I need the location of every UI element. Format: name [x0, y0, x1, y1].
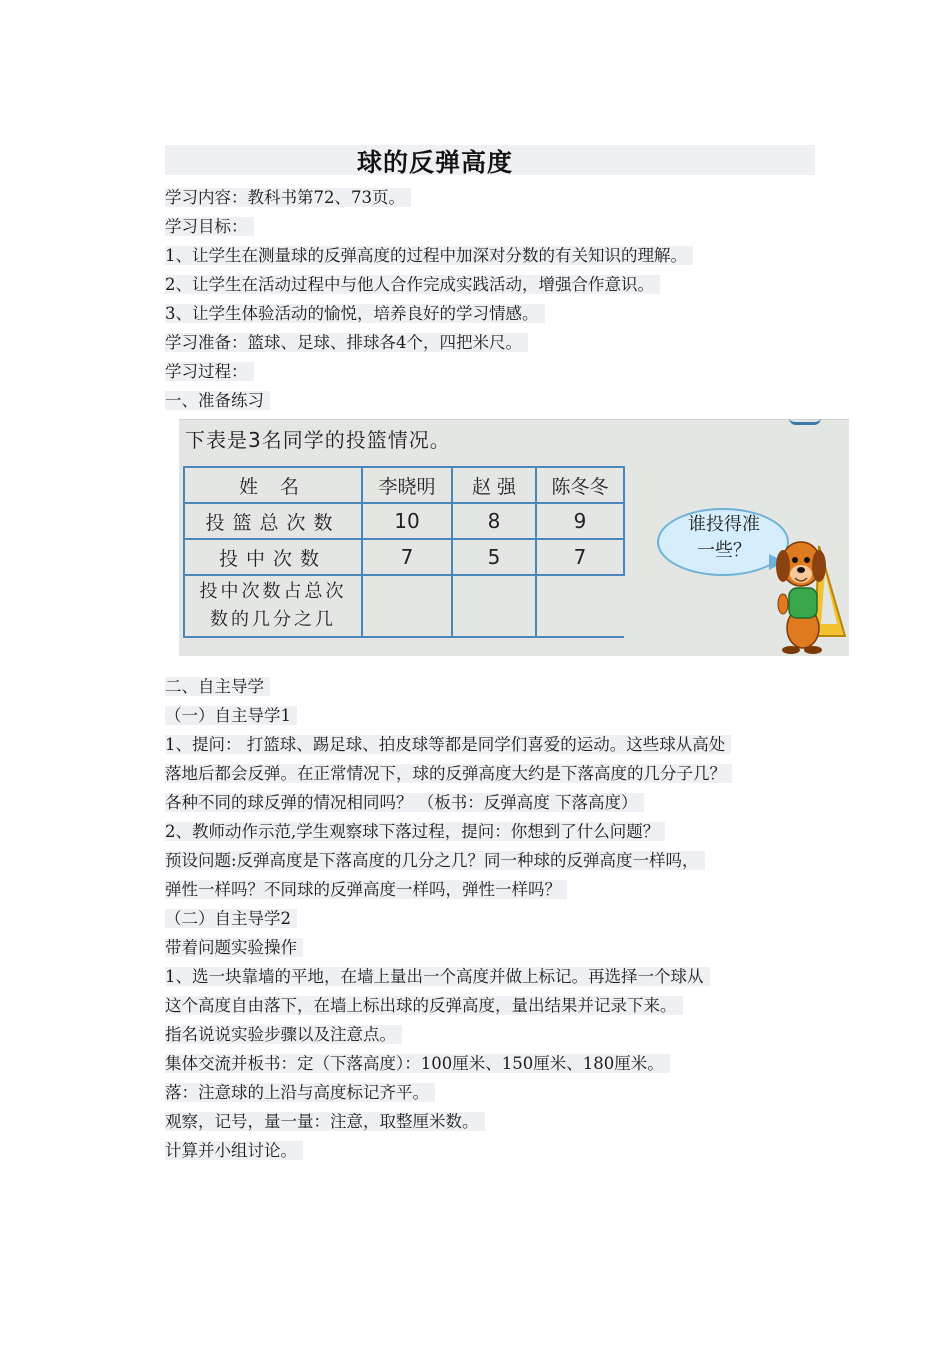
table-cell: 10 [362, 503, 452, 539]
section-heading [165, 386, 815, 415]
text-line-content: 学习过程： [165, 362, 254, 381]
text-line [165, 1020, 815, 1049]
text-line-content: 计算并小组讨论。 [165, 1141, 303, 1160]
text-line [165, 788, 815, 817]
table-row-label-line: 投中次数占总次 [199, 581, 347, 602]
text-line [165, 241, 815, 270]
figure-corner-mark [789, 418, 821, 425]
text-line [165, 212, 815, 241]
table-row-label: 投篮总次数 [184, 503, 362, 539]
text-line-content: 1、选一块靠墙的平地，在墙上量出一个高度并做上标记。再选择一个球从 [165, 967, 710, 986]
text-line-content: 学习目标： [165, 217, 254, 236]
table-row [184, 503, 624, 539]
table-header-cell: 陈冬冬 [536, 467, 624, 503]
text-line-content: 弹性一样吗？不同球的反弹高度一样吗，弹性一样吗？ [165, 880, 567, 899]
text-line [165, 270, 815, 299]
table-cell: 7 [362, 539, 452, 575]
text-line-content: 落：注意球的上沿与高度标记齐平。 [165, 1083, 435, 1102]
figure-caption: 下表是3名同学的投篮情况。 [185, 428, 451, 452]
text-line-content: 1、提问： 打篮球、踢足球、拍皮球等都是同学们喜爱的运动。这些球从高处 [165, 735, 731, 754]
table-header-cell: 姓 名 [184, 467, 362, 503]
text-line [165, 328, 815, 357]
table-row-label: 投中次数 [184, 539, 362, 575]
page-title: 球的反弹高度 [357, 148, 514, 177]
table-row-label [184, 575, 362, 637]
text-line-content: 学习内容：教科书第72、73页。 [165, 188, 411, 207]
section-heading [165, 672, 815, 701]
text-line-content: 这个高度自由落下，在墙上标出球的反弹高度，量出结果并记录下来。 [165, 996, 683, 1015]
text-line [165, 1107, 815, 1136]
text-line [165, 962, 815, 991]
text-line-content: （一）自主导学1 [165, 706, 297, 725]
table-cell-empty [536, 575, 624, 637]
speech-bubble-line: 谁投得准 [688, 514, 760, 535]
text-line [165, 1136, 815, 1165]
table-cell: 8 [452, 503, 536, 539]
text-line [165, 817, 815, 846]
text-line-content: 二、自主导学 [165, 677, 270, 696]
table-row [184, 467, 624, 503]
text-line [165, 730, 815, 759]
text-line-content: 一、准备练习 [165, 391, 270, 410]
text-line-content: 3、让学生体验活动的愉悦，培养良好的学习情感。 [165, 304, 545, 323]
text-line-content: 指名说说实验步骤以及注意点。 [165, 1025, 402, 1044]
table-cell-empty [452, 575, 536, 637]
text-line [165, 1049, 815, 1078]
text-line-content: 学习准备：篮球、足球、排球各4个，四把米尺。 [165, 333, 528, 352]
text-line [165, 991, 815, 1020]
text-line [165, 846, 815, 875]
text-line-content: 观察，记号，量一量：注意，取整厘米数。 [165, 1112, 485, 1131]
text-line [165, 357, 815, 386]
sub-heading [165, 904, 815, 933]
text-line [165, 759, 815, 788]
text-line-content: 集体交流并板书：定（下落高度）：100厘米、150厘米、180厘米。 [165, 1054, 670, 1073]
table-cell: 7 [536, 539, 624, 575]
speech-bubble-line: 一些？ [697, 540, 751, 561]
text-line-content: 各种不同的球反弹的情况相同吗？ （板书：反弹高度 下落高度） [165, 793, 644, 812]
shooting-table [183, 466, 625, 638]
text-line [165, 933, 815, 962]
cartoon-dog-icon [775, 532, 849, 654]
text-line-content: 预设问题:反弹高度是下落高度的几分之几？同一种球的反弹高度一样吗， [165, 851, 705, 870]
text-line-content: 1、让学生在测量球的反弹高度的过程中加深对分数的有关知识的理解。 [165, 246, 693, 265]
table-cell-empty [362, 575, 452, 637]
table-row [184, 539, 624, 575]
table-row-label-line: 数的几分之几 [210, 609, 336, 630]
text-line [165, 875, 815, 904]
text-line-content: 2、教师动作示范,学生观察球下落过程，提问：你想到了什么问题？ [165, 822, 665, 841]
table-header-cell: 李晓明 [362, 467, 452, 503]
text-line [165, 1078, 815, 1107]
speech-bubble-text [669, 512, 779, 564]
text-line-content: 带着问题实验操作 [165, 938, 303, 957]
table-cell: 5 [452, 539, 536, 575]
table-header-cell: 赵 强 [452, 467, 536, 503]
document-page [165, 145, 815, 1165]
text-line [165, 299, 815, 328]
sub-heading [165, 701, 815, 730]
text-line-content: 落地后都会反弹。在正常情况下，球的反弹高度大约是下落高度的几分子几？ [165, 764, 732, 783]
text-line-content: （二）自主导学2 [165, 909, 297, 928]
text-line [165, 183, 815, 212]
exercise-figure [179, 419, 849, 656]
title-row [165, 145, 815, 175]
table-cell: 9 [536, 503, 624, 539]
table-row [184, 575, 624, 637]
text-line-content: 2、让学生在活动过程中与他人合作完成实践活动，增强合作意识。 [165, 275, 660, 294]
